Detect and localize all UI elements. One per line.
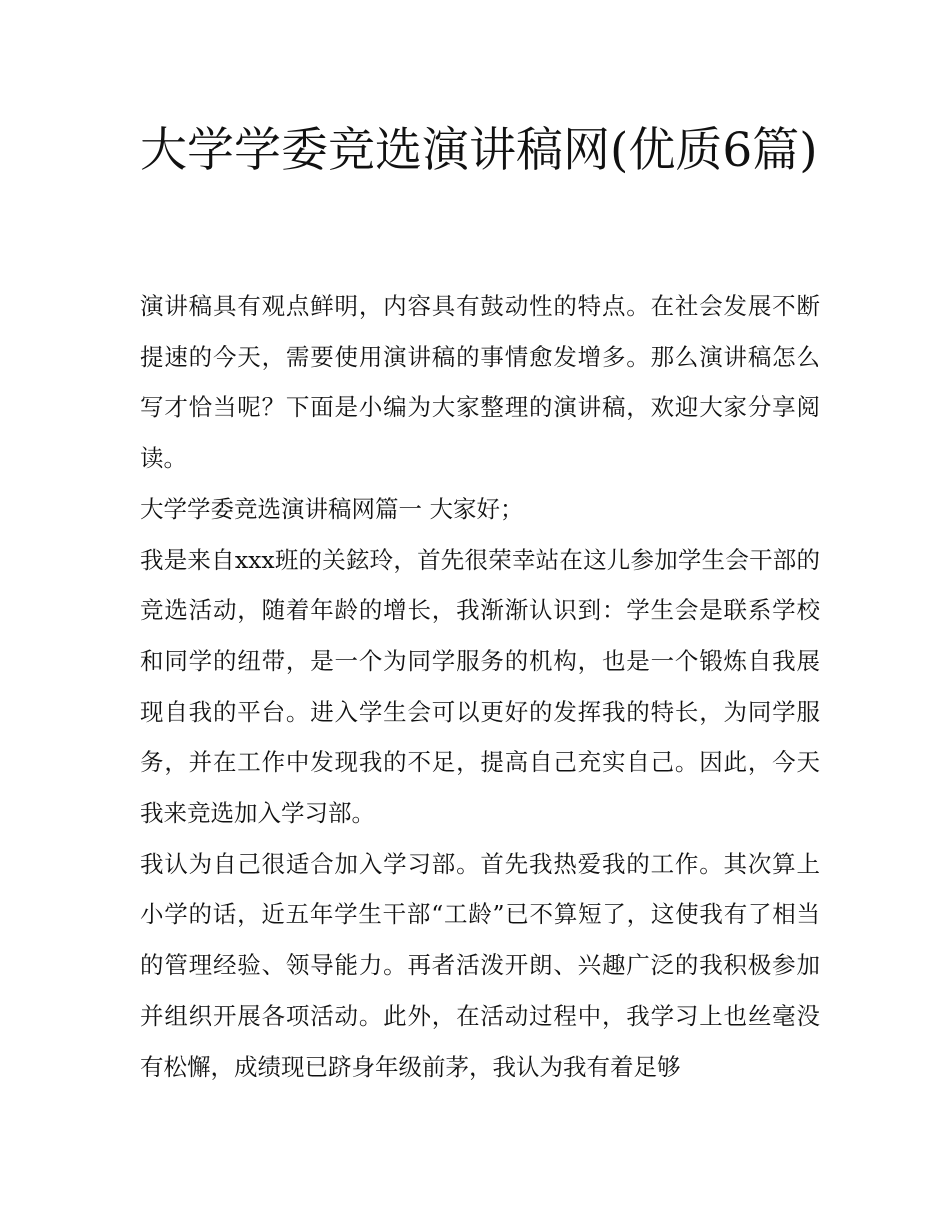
- paragraph-self-introduction: 我是来自xxx班的关鉉玲，首先很荣幸站在这儿参加学生会干部的竞选活动，随着年龄的增长，我渐渐认识到：学生会是联系学校和同学的纽带，是一个为同学服务的机构，也是一个锻炼自我展现自我的平台。进入学生会可以更好的发挥我的特长，为同学服务，并在工作中发现我的不足，提高自己充实自己。因此，今天我来竞选加入学习部。: [140, 545, 820, 828]
- paragraph-intro: 演讲稿具有观点鲜明，内容具有鼓动性的特点。在社会发展不断提速的今天，需要使用演讲稿的事情愈发增多。那么演讲稿怎么写才恰当呢？下面是小编为大家整理的演讲稿，欢迎大家分享阅读。: [140, 292, 820, 473]
- document-body: [140, 281, 820, 1092]
- document-title: 大学学委竞选演讲稿网(优质6篇): [140, 123, 818, 178]
- paragraph-qualifications: 我认为自己很适合加入学习部。首先我热爱我的工作。其次算上小学的话，近五年学生干部“工龄”已不算短了，这使我有了相当的管理经验、领导能力。再者活泼开朗、兴趣广泛的我积极参加并组织开展各项活动。此外，在活动过程中，我学习上也丝毫没有松懈，成绩现已跻身年级前茅，我认为我有着足够: [140, 849, 820, 1081]
- paragraph-section-heading: 大学学委竞选演讲稿网篇一 大家好；: [140, 494, 524, 523]
